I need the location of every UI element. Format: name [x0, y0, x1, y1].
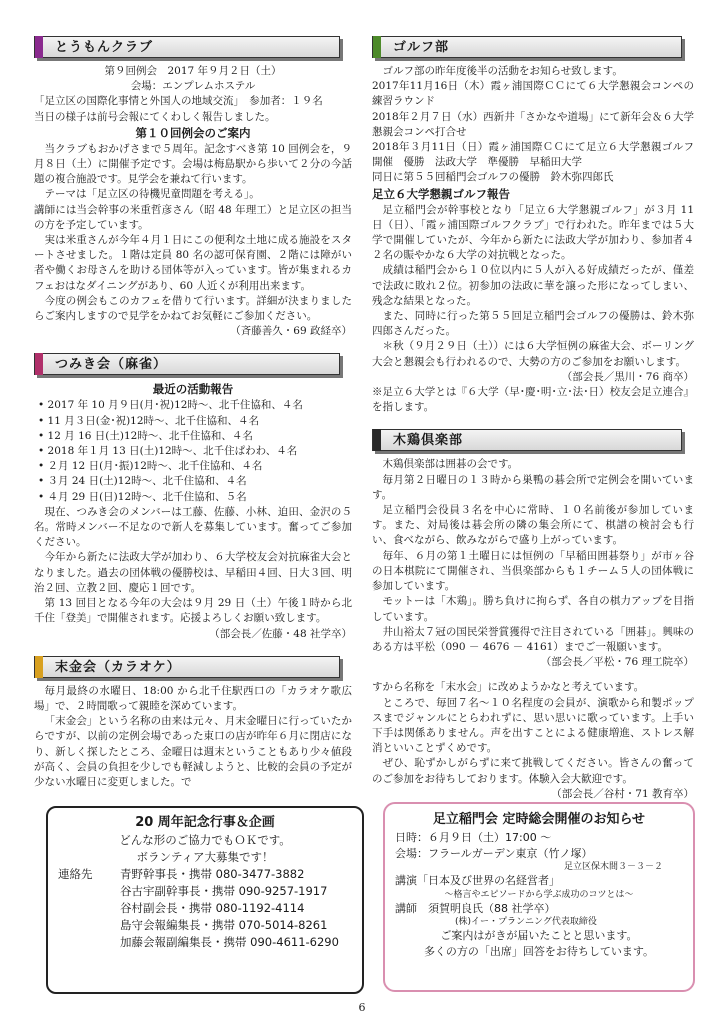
meeting-venue: 会場：フラールガーデン東京（竹ノ塚）	[395, 846, 593, 860]
meeting-notice-title: 足立稲門会 定時総会開催のお知らせ	[432, 812, 646, 827]
anniversary-line: ボランティア大募集です！	[136, 850, 274, 864]
section-title-tomon: とうもんクラブ	[55, 40, 154, 55]
kigarasu-paragraph: モットーは「木鶏」。勝ち負けに拘らず、各自の棋力アップを目指しています。	[372, 595, 694, 623]
tomon-paragraph: 今度の例会もこのカフェを借りて行います。詳細が決まりましたらご案内しますので見学をかねてお気軽にご参加ください。	[34, 294, 352, 323]
golf-paragraph: 2018年２月７日（水）西新井「さかなや道場」にて新年会＆６大学懇親会コンペ打合せ	[372, 110, 694, 138]
section-title-suekin: 末金会（カラオケ）	[55, 659, 181, 675]
contact-item: 谷古宇副幹事長・携帯 090-9257-1917	[120, 884, 328, 898]
suekin-signature: （部会長／谷村・71 教育卒）	[551, 787, 694, 800]
kigarasu-signature: （部会長／平松・76 理工院卒）	[540, 656, 694, 669]
meeting-speaker: 講師 須賀明良氏（88 社学卒）	[395, 901, 556, 915]
meeting-note: 多くの方の「出席」回答をお待ちしています。	[423, 944, 655, 958]
list-item: • ４月 29 日(日)12時～、北千住協和、５名	[38, 490, 352, 505]
tsumiki-paragraph: 第 13 回目となる今年の大会は９月 29 日（土）午後１時から北千住「登美」で開催されます。応援よろしくお願い致します。	[34, 597, 352, 625]
section-tab-marker	[35, 656, 43, 678]
section-header-kigarasu	[372, 429, 682, 451]
meeting-note: ご案内はがきが届いたことと思います。	[440, 929, 638, 942]
suekin-continued	[372, 680, 694, 802]
golf-paragraph: 2018年３月11日（日）霞ヶ浦国際ＣＣにて足立６大学懇親ゴルフ開催 優勝 法政大学 準優勝 早稲田大学	[372, 141, 694, 169]
kigarasu-paragraph: 毎年、６月の第１土曜日には恒例の「早稲田囲碁祭り」が市ヶ谷の日本棋院にて開催され、当倶楽部からも１チーム５人の団体戦に参加しています。	[372, 549, 694, 593]
tsumiki-paragraph: 現在、つみき会のメンバーは工藤、佐藤、小林、迫田、金沢の５名。常時メンバー不足なので新人を募集しています。奮ってご参加ください。	[34, 505, 352, 549]
section-header-tsumiki	[34, 353, 340, 375]
tomon-paragraph: テーマは「足立区の待機児童問題を考える」。	[44, 188, 260, 201]
golf-paragraph: 成績は稲門会から１０位以内に５人が入る好成績だったが、僅差で法政に敗れ２位。初参加の法政に華を譲った形になってしまい、残念な結果となった。	[372, 264, 694, 307]
meeting-lecture-sub: ～格言やエピソードから学ぶ成功のコツとは～	[444, 889, 634, 900]
section-title-kigarasu: 木鶏倶楽部	[393, 433, 464, 449]
tsumiki-subhead: 最近の活動報告	[152, 382, 234, 397]
tomon-subhead: 第１０回例会のご案内	[135, 125, 251, 140]
section-title-tsumiki: つみき会（麻雀）	[55, 357, 168, 373]
list-item: • 2018 年１月 13 日(土)12時～、北千住ぱわわ、４名	[38, 444, 352, 459]
kigarasu-paragraph: 木鶏倶楽部は囲碁の会です。	[382, 458, 519, 471]
contact-item: 島守会報編集長・携帯 070-5014-8261	[120, 918, 328, 932]
left-column	[34, 28, 352, 790]
section-tab-marker	[373, 36, 381, 58]
golf-paragraph: また、同時に行った第５５回足立稲門会ゴルフの優勝は、鈴木弥四郎さんだった。	[372, 310, 694, 338]
meeting-date: 日時：６月９日（土）17:00 ～	[395, 831, 552, 844]
tomon-paragraph: 実は米重さんが今年４月１日にこの便利な土地に成る施設をスタートさせました。１階は定員 80 名の認可保育園、２階には障がい者や働くお母さんを助ける団体等が入っています。皆が集まれるカフェおはなダイニングがあり、60 人近くが利用出来ます。	[34, 234, 352, 292]
right-column	[372, 28, 694, 802]
contact-item: 加藤会報副編集長・携帯 090-4611-6290	[120, 935, 339, 949]
meeting-address: 足立区保木間３－３－２	[563, 862, 663, 872]
golf-paragraph: 2017年11月16日（木）霞ヶ浦国際ＣＣにて６大学懇親会コンペの練習ラウンド	[372, 80, 694, 108]
golf-signature: （部会長／黒川・76 商卒）	[561, 370, 694, 383]
golf-footnote: ※足立６大学とは『６大学（早･慶･明･立･法･日）校友会足立連合』を指します。	[372, 386, 694, 414]
suekin-paragraph: すから名称を「末水会」に改めようかなと考えています。	[372, 681, 645, 694]
golf-paragraph: ゴルフ部の昨年度後半の活動をお知らせ致します。	[382, 65, 623, 77]
suekin-paragraph: ところで、毎回７名～１０名程度の会員が、演歌から和製ポップスまでジャンルにとらわれずに、思い思いに歌っています。上手い下手は関係ありません。声を出すことによる健康増進、ストレス解消といいことずくめです。	[372, 696, 694, 755]
tomon-meeting-theme: 「足立区の国際化事情と外国人の地域交流」 参加者：１９名	[34, 95, 323, 108]
golf-paragraph: 足立稲門会が幹事校となり「足立６大学懇親ゴルフ」が３月 11 日（日）、「霞ヶ浦国際ゴルフクラブ」で行われた。昨年までは５大学で開催していたが、今年から新たに法政大学が加わり、参加者４２名の賑やかな６大学の対抗戦となった。	[372, 203, 694, 262]
golf-subhead: 足立６大学懇親ゴルフ報告	[372, 186, 510, 201]
golf-paragraph: 同日に第５５回稲門会ゴルフの優勝 鈴木弥四郎氏	[372, 171, 614, 184]
suekin-paragraph: 「末金会」という名称の由来は元々、月末金曜日に行っていたからですが、以前の定例会場であった東口の店が昨年６月に閉店になり、新しく探したところ、金曜日は週末ということもあり少々値段が高く、会員の負担を少しでも軽減しようと、比較的会員の予定が少ない水曜日に変更しました。で	[34, 715, 352, 788]
golf-paragraph: ＊秋（９月２９日（土））には６大学恒例の麻雀大会、ボーリング大会と懇親会も行われるので、大勢の方のご参加をお願いします。	[372, 340, 694, 368]
section-title-golf: ゴルフ部	[393, 40, 450, 55]
list-item: • 11 月３日(金･祝)12時～、北千住協和、４名	[38, 414, 352, 429]
section-tab-marker	[373, 429, 381, 451]
section-header-golf	[372, 36, 682, 58]
page-number: 6	[358, 1001, 366, 1014]
list-item: • 12 月 16 日(土)12時～、北千住協和、４名	[38, 429, 352, 444]
suekin-paragraph: ぜひ、恥ずかしがらずに来て挑戦してください。皆さんの奮ってのご参加をお待ちしております。体験入会大歓迎です。	[372, 757, 694, 785]
suekin-paragraph: 毎月最終の水曜日、18:00 から北千住駅西口の「カラオケ歌広場」で、２時間歌って親睦を深めています。	[34, 684, 352, 712]
meeting-lecture: 講演「日本及び世界の名経営者」	[395, 874, 560, 887]
section-header-tomon	[34, 36, 340, 58]
meeting-speaker-sub: (株)イー・プランニング代表取締役	[455, 917, 597, 927]
tomon-paragraph: 講師には当会幹事の米重哲彦さん（昭 48 年理工）と足立区の担当の方を予定しています。	[34, 203, 352, 231]
tsumiki-signature: （部会長／佐藤・48 社学卒）	[209, 627, 352, 640]
anniversary-volunteer-box	[46, 806, 364, 994]
list-item: • ２月 12 日(月･振)12時～、北千住協和、４名	[38, 459, 352, 474]
tomon-meeting-date: 第９回例会 2017 年９月２日（土）	[104, 65, 282, 77]
contact-item: 谷村副会長・携帯 080-1192-4114	[120, 901, 305, 915]
anniversary-line: どんな形のご協力でもＯＫです。	[119, 833, 291, 847]
section-tab-marker	[35, 36, 43, 58]
tomon-signature: （斉藤善久・69 政経卒）	[230, 325, 352, 338]
tomon-meeting-venue: 会場：エンプレムホステル	[130, 80, 256, 93]
contact-label: 連絡先	[58, 867, 93, 881]
list-item: • 2017 年 10 月９日(月･祝)12時～、北千住協和、４名	[38, 398, 352, 413]
tomon-report-note: 当日の様子は前号会報にてくわしく報告しました。	[34, 110, 276, 123]
anniversary-title: 20 周年記念行事＆企画	[135, 815, 275, 830]
tomon-paragraph: 当クラブもおかげさまで５周年。記念すべき第 10 回例会を，９月８日（土）に開催予定です。会場は梅島駅から歩いて２分の今話題の複合施設です。見学会を兼ねて行います。	[34, 142, 352, 186]
section-header-suekin	[34, 656, 340, 678]
contact-item: 青野幹事長・携帯 080-3477-3882	[120, 867, 305, 881]
tsumiki-paragraph: 今年から新たに法政大学が加わり、６大学校友会対抗麻雀大会となりました。過去の団体戦の優勝校は、早稲田４回、日大３回、明治２回、立教２回、慶応１回です。	[34, 551, 352, 594]
general-meeting-notice	[383, 802, 695, 992]
kigarasu-paragraph: 毎月第２日曜日の１３時から巣鴨の碁会所で定例会を開いています。	[372, 473, 694, 501]
contact-list	[58, 866, 352, 951]
tsumiki-activity-list	[34, 398, 352, 504]
kigarasu-paragraph: 井山裕太７冠の国民栄誉賞獲得で注目されている「囲碁」。興味のある方は平松（090 － 4676 － 4161）までご一報願います。	[372, 625, 694, 653]
section-tab-marker	[35, 353, 43, 375]
list-item: • ３月 24 日(土)12時～、北千住協和、４名	[38, 474, 352, 489]
kigarasu-paragraph: 足立稲門会役員３名を中心に常時、１０名前後が参加しています。また、対局後は碁会所の隣の集会所にて、棋譜の検討会も行い、食べながら、飲みながらで盛り上がっています。	[372, 504, 694, 547]
